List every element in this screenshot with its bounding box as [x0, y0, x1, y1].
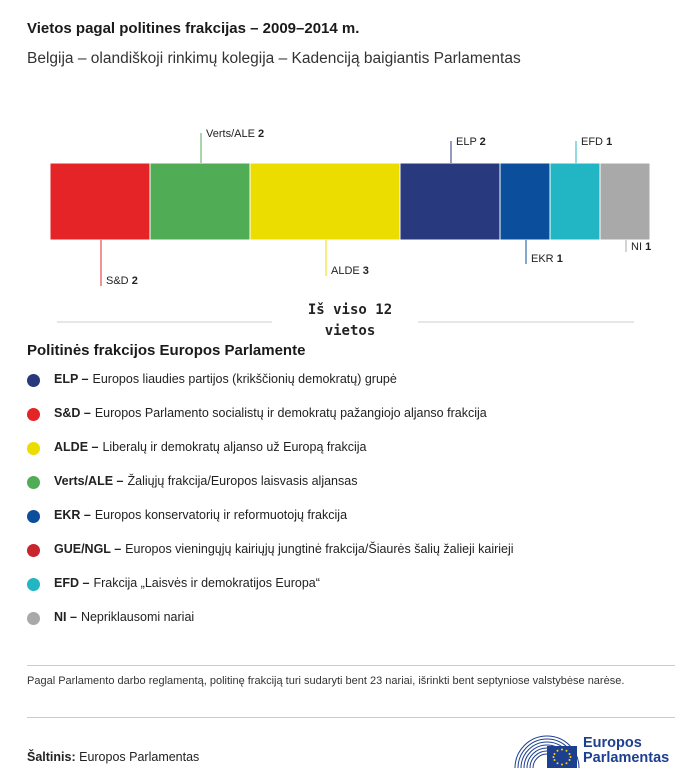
chart-title: Vietos pagal politines frakcijas – 2009–2014 m. — [27, 20, 360, 37]
bar-segment-ekr — [500, 163, 550, 240]
legend-desc: Europos Parlamento socialistų ir demokratų pažangiojo aljanso frakcija — [94, 406, 487, 420]
legend-abbr: EKR – — [54, 508, 91, 522]
ekr-color-dot — [27, 510, 40, 523]
legend-item-ni — [27, 610, 514, 644]
legend-abbr: ELP – — [54, 372, 89, 386]
source-text: Europos Parlamentas — [79, 750, 200, 764]
legend-abbr: S&D – — [54, 406, 91, 420]
legend-desc: Europos vieningųjų kairiųjų jungtinė frakcija/Šiaurės šalių žalieji kairieji — [125, 542, 514, 556]
elp-color-dot — [27, 374, 40, 387]
legend-desc: Europos liaudies partijos (krikščionių demokratų) grupė — [92, 372, 397, 386]
segment-label-efd: EFD 1 — [581, 136, 613, 148]
chart-subtitle: Belgija – olandiškoji rinkimų kolegija – Kadenciją baigiantis Parlamentas — [27, 50, 521, 67]
legend-item-gue-ngl — [27, 542, 514, 576]
legend-desc: Liberalų ir demokratų aljanso už Europą frakcija — [102, 440, 367, 454]
legend-abbr: Verts/ALE – — [54, 474, 124, 488]
logo-wordmark — [583, 736, 669, 766]
sd-color-dot — [27, 408, 40, 421]
segment-label-alde: ALDE 3 — [331, 265, 369, 277]
european-parliament-logo — [513, 728, 683, 770]
total-seats-label — [0, 300, 700, 342]
segment-label-elp: ELP 2 — [456, 136, 486, 148]
legend-desc: Europos konservatorių ir reformuotojų frakcija — [94, 508, 348, 522]
logo-line2: Parlamentas — [583, 750, 670, 766]
bar-segment-ni — [600, 163, 650, 240]
legend-desc: Frakcija „Laisvės ir demokratijos Europa“ — [93, 576, 320, 590]
bar-segment-alde — [250, 163, 400, 240]
ni-color-dot — [27, 612, 40, 625]
legend-item-elp — [27, 372, 514, 406]
legend-abbr: NI – — [54, 610, 77, 624]
bar-segment-efd — [550, 163, 600, 240]
verts-ale-color-dot — [27, 476, 40, 489]
footnote-top-divider — [27, 665, 675, 666]
legend-title: Politinės frakcijos Europos Parlamente — [27, 342, 306, 359]
segment-label-ekr: EKR 1 — [531, 253, 563, 265]
logo-line1: Europos — [583, 735, 642, 751]
source-label: Šaltinis: — [27, 750, 76, 764]
bar-segment-elp — [400, 163, 500, 240]
legend-item-efd — [27, 576, 514, 610]
alde-color-dot — [27, 442, 40, 455]
gue-ngl-color-dot — [27, 544, 40, 557]
total-seats-line1: Iš viso 12 — [307, 302, 393, 318]
footnote-bottom-divider — [27, 717, 675, 718]
legend-item-alde — [27, 440, 514, 474]
segment-label-s-d: S&D 2 — [106, 275, 138, 287]
legend-desc: Žaliųjų frakcija/Europos laisvasis aljansas — [127, 474, 358, 488]
legend-abbr: GUE/NGL – — [54, 542, 122, 556]
legend-abbr: ALDE – — [54, 440, 99, 454]
bar-segment-s-d — [50, 163, 150, 240]
bar-segment-verts-ale — [150, 163, 250, 240]
segment-label-verts-ale: Verts/ALE 2 — [206, 128, 265, 140]
footnote: Pagal Parlamento darbo reglamentą, politinę frakciją turi sudaryti bent 23 nariai, išrinkti bent septyniose valstybėse narėse. — [27, 675, 625, 687]
total-seats-line2: vietos — [324, 323, 376, 339]
stacked-bar-chart — [0, 0, 700, 330]
legend-abbr: EFD – — [54, 576, 90, 590]
legend-item-ekr — [27, 508, 514, 542]
legend-item-verts-ale — [27, 474, 514, 508]
legend-list — [27, 372, 514, 644]
efd-color-dot — [27, 578, 40, 591]
segment-label-ni: NI 1 — [631, 241, 652, 253]
source-line — [27, 750, 199, 764]
parliament-hemicycle-icon — [513, 728, 581, 770]
legend-desc: Nepriklausomi nariai — [80, 610, 195, 624]
legend-item-sd — [27, 406, 514, 440]
